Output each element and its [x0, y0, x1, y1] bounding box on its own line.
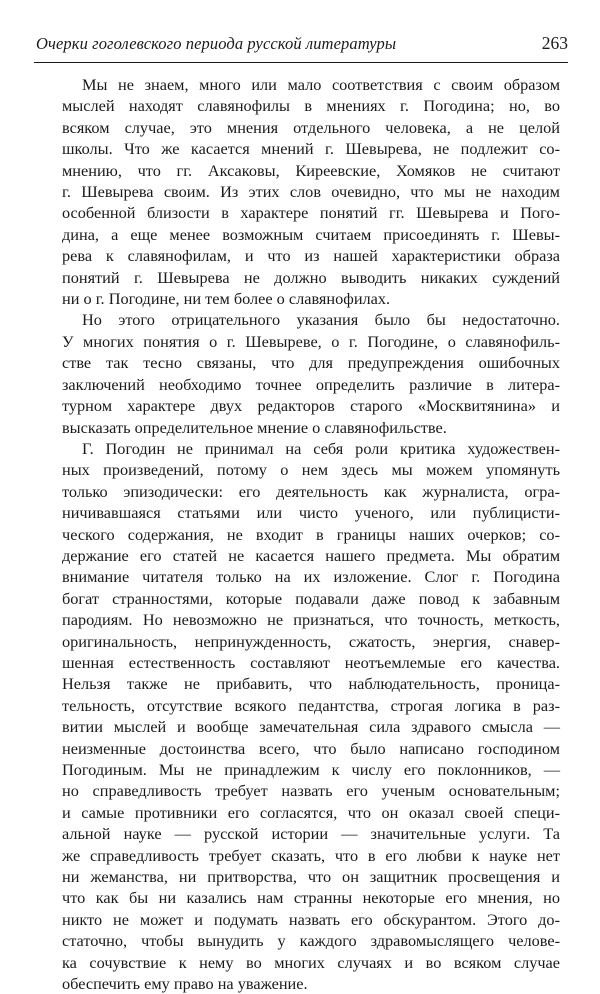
text-line: Г. Погодин не принимал на себя роли критика художествен-: [82, 438, 560, 458]
text-line: внимание читателя только на их изложение. Слог г. Погодина: [62, 567, 560, 587]
text-line: Погодиным. Мы не принадлежим к числу его поклонников, —: [62, 760, 560, 779]
text-line: У многих понятия о г. Шевыреве, о г. Погодине, о славянофиль-: [62, 331, 560, 351]
text-line: Нельзя также не прибавить, что наблюдательность, проница-: [62, 674, 560, 694]
text-line: только эпизодически: его деятельность как журналиста, огра-: [62, 481, 560, 501]
text-line: школы. Что же касается мнений г. Шевырева, не подлежит со-: [62, 139, 560, 159]
page-number: 263: [541, 33, 568, 53]
text-line: особенной близости в характере понятий гг. Шевырева и Пого-: [62, 203, 560, 223]
text-line: высказать определительное мнение о славянофильстве.: [62, 417, 447, 437]
text-line: что как бы ни казались нам странны некоторые его мнения, но: [62, 888, 560, 908]
text-line: стве так тесно связаны, что для предупреждения ошибочных: [62, 353, 560, 373]
text-line: ничивавшаяся статьями или чисто ученого, или публицисти-: [62, 503, 560, 523]
text-line: держание его статей не касается нашего предмета. Мы обратим: [62, 545, 560, 565]
paragraph: [62, 438, 560, 994]
running-header: [34, 28, 568, 63]
text-line: Но этого отрицательного указания было бы недостаточно.: [82, 310, 560, 330]
text-line: богат странностями, которые подавали даже повод к забавным: [62, 588, 560, 608]
text-line: альной науке — русской истории — значительные услуги. Та: [62, 824, 560, 844]
text-line: г. Шевырева своим. Из этих слов очевидно, что мы не находим: [62, 182, 560, 202]
text-line: ческого содержания, не входит в границы наших очерков; со-: [62, 524, 560, 544]
text-line: заключений необходимо точнее определить различие в литера-: [62, 374, 560, 394]
paragraph: [62, 74, 560, 309]
body-text: [62, 74, 560, 994]
text-line: пародиям. Но невозможно не признаться, что точность, меткость,: [62, 610, 560, 630]
text-line: но справедливость требует назвать его ученым основательным;: [62, 781, 560, 801]
text-line: шенная естественность составляют неотъемлемые его качества.: [62, 652, 560, 672]
text-line: ных произведений, потому о нем здесь мы можем упомянуть: [62, 460, 560, 480]
text-line: оригинальность, непринужденность, сжатость, энергия, снавер-: [62, 631, 560, 651]
paragraph: [62, 309, 560, 437]
text-line: и самые противники его согласятся, что он оказал своей специ-: [62, 802, 560, 822]
running-title: Очерки гоголевского периода русской литературы: [36, 34, 397, 53]
text-line: статочно, чтобы вынудить у каждого здравомыслящего челове-: [62, 931, 560, 951]
text-line: ка сочувствие к нему во многих случаях и во всяком случае: [62, 952, 560, 972]
text-line: неизменные достоинства всего, что было написано господином: [62, 738, 560, 758]
text-line: витии мыслей и вообще замечательная сила здравого смысла —: [62, 717, 560, 737]
text-line: дина, а еще менее возможным считаем присоединять г. Шевы-: [62, 224, 560, 244]
text-line: турном характере двух редакторов старого «Москвитянина» и: [62, 396, 560, 416]
text-line: же справедливость требует сказать, что в его любви к науке нет: [62, 845, 560, 865]
text-line: обеспечить ему право на уважение.: [62, 974, 308, 994]
text-line: мнению, что гг. Аксаковы, Киреевские, Хомяков не считают: [62, 160, 560, 180]
text-line: ни жеманства, ни притворства, что он защитник просвещения и: [62, 867, 560, 887]
text-line: тельность, отсутствие всякого педантства, строгая логика в раз-: [62, 695, 560, 715]
text-line: рева к славянофилам, и что из нашей характеристики образа: [62, 246, 560, 266]
text-line: всяком случае, это мнения отдельного человека, а не целой: [62, 117, 560, 137]
text-line: понятий г. Шевырева не должно выводить никаких суждений: [62, 267, 560, 287]
text-line: ни о г. Погодине, ни тем более о славянофилах.: [62, 289, 391, 309]
text-line: Мы не знаем, много или мало соответствия с своим образом: [82, 75, 560, 94]
text-line: мыслей находят славянофилы в мнениях г. Погодина; но, во: [62, 96, 560, 116]
text-line: никто не может и подумать назвать его обскурантом. Этого до-: [62, 909, 560, 929]
